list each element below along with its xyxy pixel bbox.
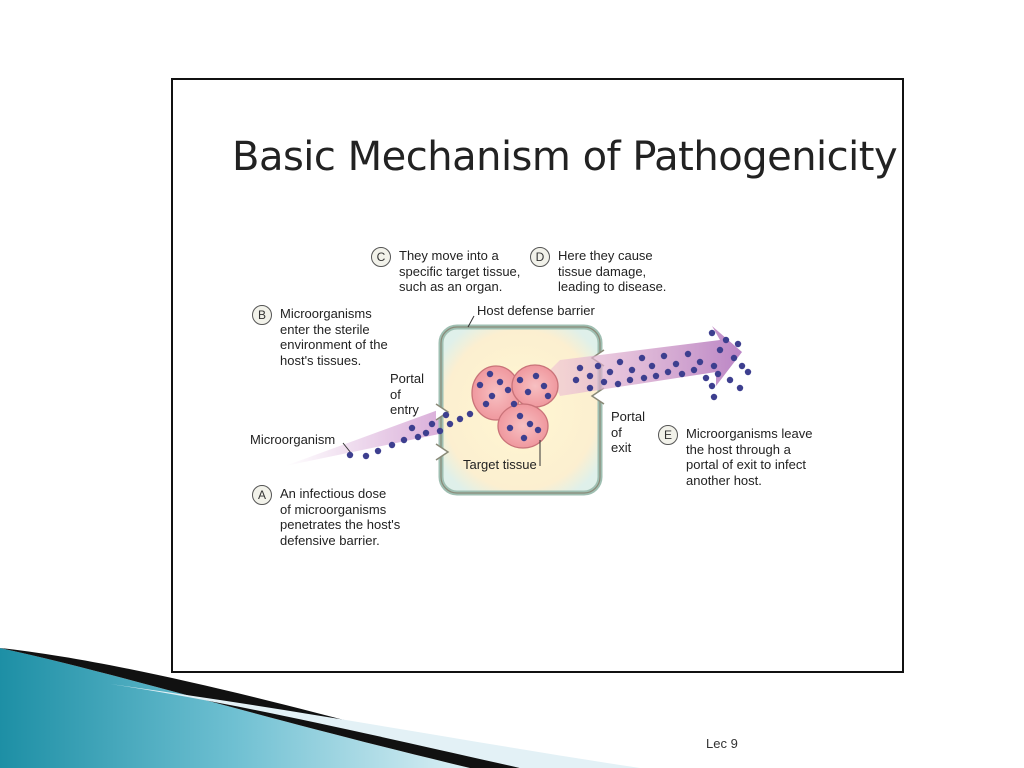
microbe-dot (587, 385, 593, 391)
step-d-badge: D (530, 247, 550, 267)
host-barrier-label: Host defense barrier (477, 303, 595, 318)
microbe-dot (737, 385, 743, 391)
microbe-dot (709, 383, 715, 389)
microbe-dot (679, 371, 685, 377)
microbe-dot (711, 394, 717, 400)
microbe-dot (505, 387, 511, 393)
microbe-dot (607, 369, 613, 375)
microbe-dot (573, 377, 579, 383)
microbe-dot (745, 369, 751, 375)
microbe-dot (727, 377, 733, 383)
step-e-badge: E (658, 425, 678, 445)
microbe-dot (423, 430, 429, 436)
microbe-dot (709, 330, 715, 336)
microbe-dot (363, 453, 369, 459)
microbe-dot (649, 363, 655, 369)
microbe-dot (665, 369, 671, 375)
microbe-dot (629, 367, 635, 373)
microbe-dot (409, 425, 415, 431)
microbe-dot (389, 442, 395, 448)
microbe-dot (545, 393, 551, 399)
microbe-dot (711, 363, 717, 369)
microbe-dot (483, 401, 489, 407)
microbe-dot (661, 353, 667, 359)
step-b-badge: B (252, 305, 272, 325)
microbe-dot (437, 428, 443, 434)
microbe-dot (735, 341, 741, 347)
microbe-dot (739, 363, 745, 369)
microbe-dot (533, 373, 539, 379)
microbe-dot (497, 379, 503, 385)
microbe-dot (673, 361, 679, 367)
microbe-dot (401, 437, 407, 443)
microorganism-label: Microorganism (250, 432, 336, 447)
microbe-dot (641, 375, 647, 381)
microbe-dot (595, 363, 601, 369)
microbe-dot (517, 377, 523, 383)
slide-title: Basic Mechanism of Pathogenicity (232, 134, 898, 180)
microbe-dot (517, 413, 523, 419)
microbe-dot (507, 425, 513, 431)
microbe-dot (457, 416, 463, 422)
microbe-dot (703, 375, 709, 381)
microbe-dot (577, 365, 583, 371)
target-tissue-label: Target tissue (463, 457, 537, 472)
microbe-dot (467, 411, 473, 417)
microbe-dot (535, 427, 541, 433)
microbe-dot (685, 351, 691, 357)
microbe-dot (691, 367, 697, 373)
microbe-dot (601, 379, 607, 385)
portal-entry-label: Portal of entry (390, 371, 424, 417)
microbe-dot (527, 421, 533, 427)
microbe-dot (429, 421, 435, 427)
microbe-dot (615, 381, 621, 387)
lecture-number: Lec 9 (706, 736, 738, 751)
microbe-dot (489, 393, 495, 399)
microbe-dot (511, 401, 517, 407)
microbe-dot (447, 421, 453, 427)
microbe-dot (541, 383, 547, 389)
microbe-dot (587, 373, 593, 379)
microbe-dot (715, 371, 721, 377)
microbe-dot (477, 382, 483, 388)
microbe-dot (639, 355, 645, 361)
microbe-dot (347, 452, 353, 458)
footer-swoosh (0, 640, 700, 768)
microbe-dot (375, 448, 381, 454)
step-c-badge: C (371, 247, 391, 267)
microbe-dot (717, 347, 723, 353)
microbe-dot (521, 435, 527, 441)
microbe-dot (487, 371, 493, 377)
portal-exit-label: Portal of exit (611, 409, 645, 455)
microbe-dot (627, 377, 633, 383)
microbe-dot (723, 337, 729, 343)
microbe-dot (525, 389, 531, 395)
microbe-dot (617, 359, 623, 365)
microbe-dot (697, 359, 703, 365)
step-a-badge: A (252, 485, 272, 505)
microbe-dot (731, 355, 737, 361)
microbe-dot (415, 434, 421, 440)
microbe-dot (653, 373, 659, 379)
microbe-dot (443, 412, 449, 418)
